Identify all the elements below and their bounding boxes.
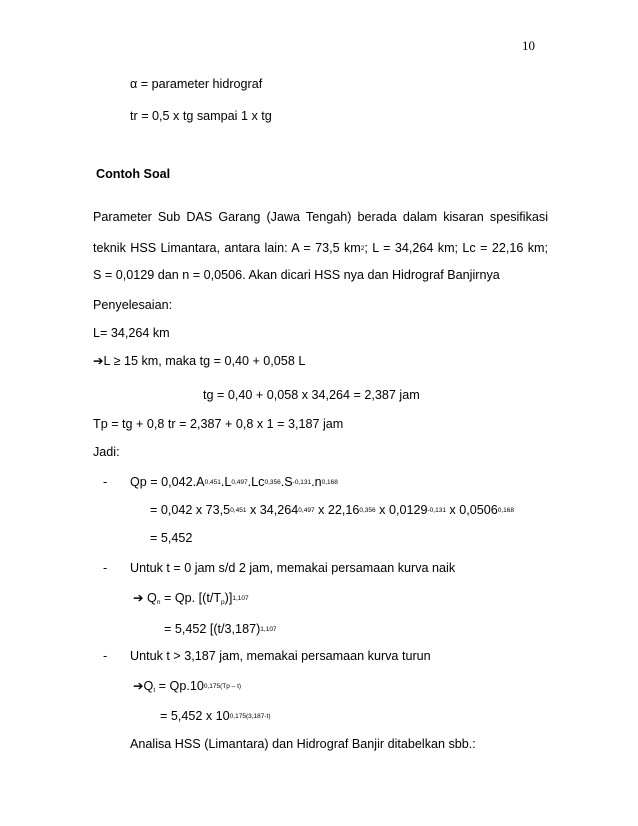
- falling-curve-text: Untuk t > 3,187 jam, memakai persamaan kurva turun: [130, 649, 431, 663]
- qp-result: = 5,452: [150, 531, 193, 545]
- qt-formula: $➔Q_t = Qp.10^{0,175(Tp - t)}$: [133, 679, 242, 694]
- tg-calculation: tg = 0,40 + 0,058 x 34,264 = 2,387 jam: [203, 388, 420, 402]
- para2-text-b: ; L = 34,264 km; Lc = 22,16 km;: [364, 241, 548, 255]
- bullet-dash-2: -: [103, 561, 108, 575]
- qn-substitution: = 5,452 [$(t/3,187)^{1,107}$: [164, 622, 277, 636]
- bullet-dash-1: -: [103, 475, 108, 489]
- rising-curve-text: Untuk t = 0 jam s/d 2 jam, memakai persamaan kurva naik: [130, 561, 456, 575]
- l-value: L= 34,264 km: [93, 326, 170, 340]
- alpha-definition: α = parameter hidrograf: [130, 77, 263, 91]
- para2-superscript: 2: [360, 245, 365, 252]
- qp-formula: $Qp = 0,042.A^{0,451}.L^{0,497}.Lc^{0,356}.S^{-0,131}.n^{0,168}$: [130, 475, 338, 489]
- qp-substitution: = 0,042 x 73,5$^{0,451}$ x 34,264$^{0,497}$ x 22,16$^{0,356}$ x $0,0129^{-0,131}$ x 0,0506$^{0,168}$: [150, 503, 515, 517]
- bullet-dash-3: -: [103, 649, 108, 663]
- analysis-statement: Analisa HSS (Limantara) dan Hidrograf Banjir ditabelkan sbb.:: [130, 737, 476, 751]
- qt-substitution: = 5,452 x $10^{0,175(3,187-t)}$: [160, 709, 271, 723]
- paragraph-line-2: [93, 240, 548, 256]
- penyelesaian-label: Penyelesaian:: [93, 298, 173, 312]
- tp-calculation: Tp = tg + 0,8 tr = 2,387 + 0,8 x 1 = 3,187 jam: [93, 417, 344, 431]
- page-number: 10: [522, 38, 535, 53]
- para2-text-a: teknik HSS Limantara, antara lain: A = 73,5 km: [93, 241, 361, 255]
- jadi-label: Jadi:: [93, 445, 120, 459]
- paragraph-line-1: Parameter Sub DAS Garang (Jawa Tengah) berada dalam kisaran spesifikasi: [93, 210, 548, 224]
- qn-formula: ➔ $Q_n = Qp$. $[(t/T_p)]^{1,107}$: [133, 591, 249, 606]
- paragraph-line-3: S = 0,0129 dan n = 0,0506. Akan dicari HSS nya dan Hidrograf Banjirnya: [93, 268, 500, 282]
- tr-definition: tr = 0,5 x tg sampai 1 x tg: [130, 109, 272, 123]
- l-condition: ➔L ≥ 15 km, maka tg = 0,40 + 0,058 L: [93, 354, 306, 368]
- section-heading: Contoh Soal: [96, 167, 171, 181]
